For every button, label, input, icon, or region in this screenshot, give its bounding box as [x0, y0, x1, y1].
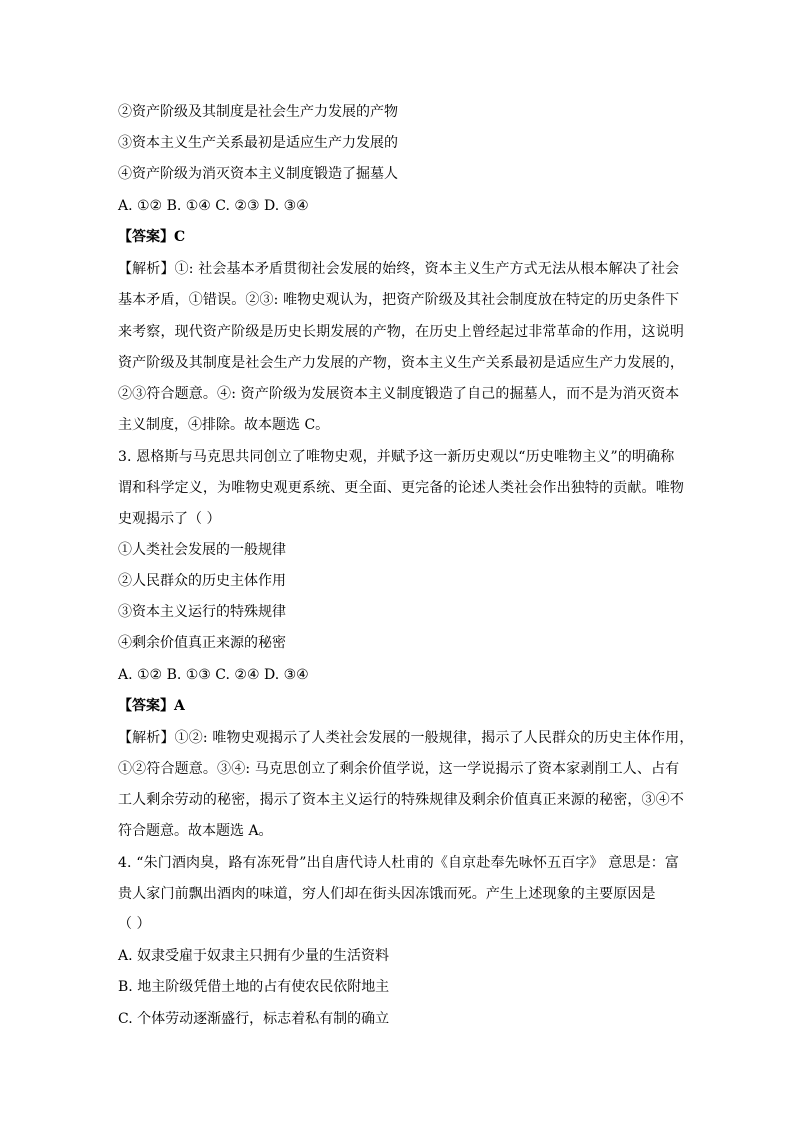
- analysis-line: 主义制度，④排除。故本题选 C。: [118, 417, 330, 433]
- question-3-line: 3. 恩格斯与马克思共同创立了唯物史观，并赋予这一新历史观以“历史唯物主义”的明确称: [118, 449, 675, 465]
- option-line: ②资产阶级及其制度是社会生产力发展的产物: [118, 104, 398, 120]
- choices-line: A. ①② B. ①④ C. ②③ D. ③④: [118, 198, 309, 214]
- option-line: ③资本主义生产关系最初是适应生产力发展的: [118, 135, 398, 151]
- option-line: ③资本主义运行的特殊规律: [118, 604, 286, 620]
- analysis-line: 基本矛盾，①错误。②③: 唯物史观认为，把资产阶级及其社会制度放在特定的历史条件下: [118, 292, 680, 308]
- option-line: ④剩余价值真正来源的秘密: [118, 635, 286, 651]
- option-line: A. 奴隶受雇于奴隶主只拥有少量的生活资料: [118, 948, 390, 964]
- option-line: ②人民群众的历史主体作用: [118, 573, 286, 589]
- question-4-line: 4. “朱门酒肉臭，路有冻死骨”出自唐代诗人杜甫的《自京赴奉先咏怀五百字》 意思是：富: [118, 855, 680, 871]
- answer-label: 【答案】A: [118, 698, 185, 714]
- analysis-line: 【解析】①: 社会基本矛盾贯彻社会发展的始终，资本主义生产方式无法从根本解决了社会: [118, 261, 680, 277]
- analysis-line: ①②符合题意。③④: 马克思创立了剩余价值学说，这一学说揭示了资本家剥削工人、占有: [118, 761, 680, 777]
- analysis-line: 工人剩余劳动的秘密，揭示了资本主义运行的特殊规律及剩余价值真正来源的秘密，③④不: [118, 792, 684, 808]
- analysis-line: 符合题意。故本题选 A。: [118, 823, 273, 839]
- analysis-line: ②③符合题意。④: 资产阶级为发展资本主义制度锻造了自己的掘墓人，而不是为消灭资本: [118, 386, 680, 402]
- option-line: B. 地主阶级凭借土地的占有使农民依附地主: [118, 979, 390, 995]
- option-line: ①人类社会发展的一般规律: [118, 542, 286, 558]
- answer-label: 【答案】C: [118, 229, 186, 245]
- question-3-line: 史观揭示了（ ）: [118, 511, 221, 527]
- option-line: ④资产阶级为消灭资本主义制度锻造了掘墓人: [118, 166, 398, 182]
- option-line: C. 个体劳动逐渐盛行，标志着私有制的确立: [118, 1011, 390, 1027]
- question-3-line: 谓和科学定义，为唯物史观更系统、更全面、更完备的论述人类社会作出独特的贡献。唯物: [118, 480, 684, 496]
- choices-line: A. ①② B. ①③ C. ②④ D. ③④: [118, 667, 309, 683]
- analysis-line: 来考察，现代资产阶级是历史长期发展的产物，在历史上曾经起过非常革命的作用，这说明: [118, 324, 684, 340]
- analysis-line: 【解析】①②: 唯物史观揭示了人类社会发展的一般规律，揭示了人民群众的历史主体作用，: [118, 730, 694, 746]
- analysis-line: 资产阶级及其制度是社会生产力发展的产物，资本主义生产关系最初是适应生产力发展的，: [118, 355, 684, 371]
- question-4-line: （ ）: [118, 916, 151, 932]
- question-4-line: 贵人家门前飘出酒肉的味道，穷人们却在街头因冻饿而死。产生上述现象的主要原因是: [118, 886, 656, 902]
